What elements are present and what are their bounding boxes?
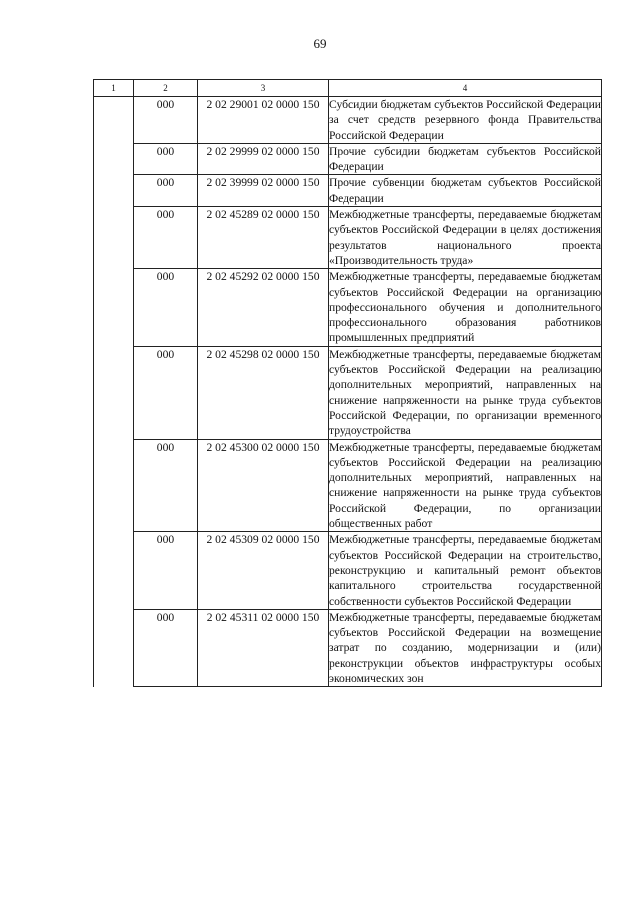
description-cell: Межбюджетные трансферты, передаваемые бюджетам субъектов Российской Федерации на реализацию дополнительных мероприятий, направленных на снижение напряженности на рынке труда субъектов Российской Федерации, по организации общественных работ [329,440,601,531]
admin-code-cell: 000 [134,346,198,439]
description-cell: Межбюджетные трансферты, передаваемые бюджетам субъектов Российской Федерации на возмещение затрат по созданию, модернизации и (или) реконструкции объектов инфраструктуры особых экономических зон [329,610,601,685]
budget-codes-table [93,79,602,687]
header-col-3: 3 [198,80,329,97]
admin-code-cell: 000 [134,269,198,346]
description-cell: Межбюджетные трансферты, передаваемые бюджетам субъектов Российской Федерации на строительство, реконструкцию и капитальный ремонт объектов капитального строительства государственной собственности субъектов Российской Федерации [329,533,601,608]
budget-code-cell: 2 02 45289 02 0000 150 [198,207,329,269]
budget-code-cell: 2 02 29999 02 0000 150 [198,143,329,175]
description-cell: Межбюджетные трансферты, передаваемые бюджетам субъектов Российской Федерации на реализацию дополнительных мероприятий, направленных на снижение напряженности на рынке труда субъектов Российской Федерации, по организации временного трудоустройства [329,347,601,438]
table-row [94,143,602,175]
admin-code-cell: 000 [134,609,198,686]
budget-code-cell: 2 02 45309 02 0000 150 [198,532,329,609]
table-row [94,532,602,609]
header-col-1: 1 [94,80,134,97]
admin-code-cell: 000 [134,532,198,609]
admin-code-cell: 000 [134,439,198,532]
description-cell: Прочие субвенции бюджетам субъектов Российской Федерации [329,176,601,205]
header-col-2: 2 [134,80,198,97]
page-number: 69 [313,36,327,51]
description-cell: Межбюджетные трансферты, передаваемые бюджетам субъектов Российской Федерации в целях достижения результатов национального проекта «Производительность труда» [329,208,601,267]
admin-code-cell: 000 [134,175,198,207]
description-cell: Межбюджетные трансферты, передаваемые бюджетам субъектов Российской Федерации на организацию профессионального обучения и дополнительного профессионального образования работников промышленных предприятий [329,270,601,345]
table-row [94,609,602,686]
col-1-empty-cell [94,97,134,687]
admin-code-cell: 000 [134,97,198,144]
budget-code-cell: 2 02 45311 02 0000 150 [198,609,329,686]
table-row [94,439,602,532]
table-row [94,269,602,346]
budget-code-cell: 2 02 45292 02 0000 150 [198,269,329,346]
budget-code-cell: 2 02 39999 02 0000 150 [198,175,329,207]
table-row [94,207,602,269]
table-header-row [94,80,602,97]
budget-code-cell: 2 02 45300 02 0000 150 [198,439,329,532]
description-cell: Субсидии бюджетам субъектов Российской Федерации за счет средств резервного фонда Правительства Российской Федерации [329,98,601,142]
admin-code-cell: 000 [134,143,198,175]
table-row [94,175,602,207]
description-cell: Прочие субсидии бюджетам субъектов Российской Федерации [329,144,601,174]
budget-code-cell: 2 02 29001 02 0000 150 [198,97,329,144]
table-row [94,346,602,439]
budget-code-cell: 2 02 45298 02 0000 150 [198,346,329,439]
header-col-4: 4 [329,80,602,97]
admin-code-cell: 000 [134,207,198,269]
table-row [94,97,602,144]
